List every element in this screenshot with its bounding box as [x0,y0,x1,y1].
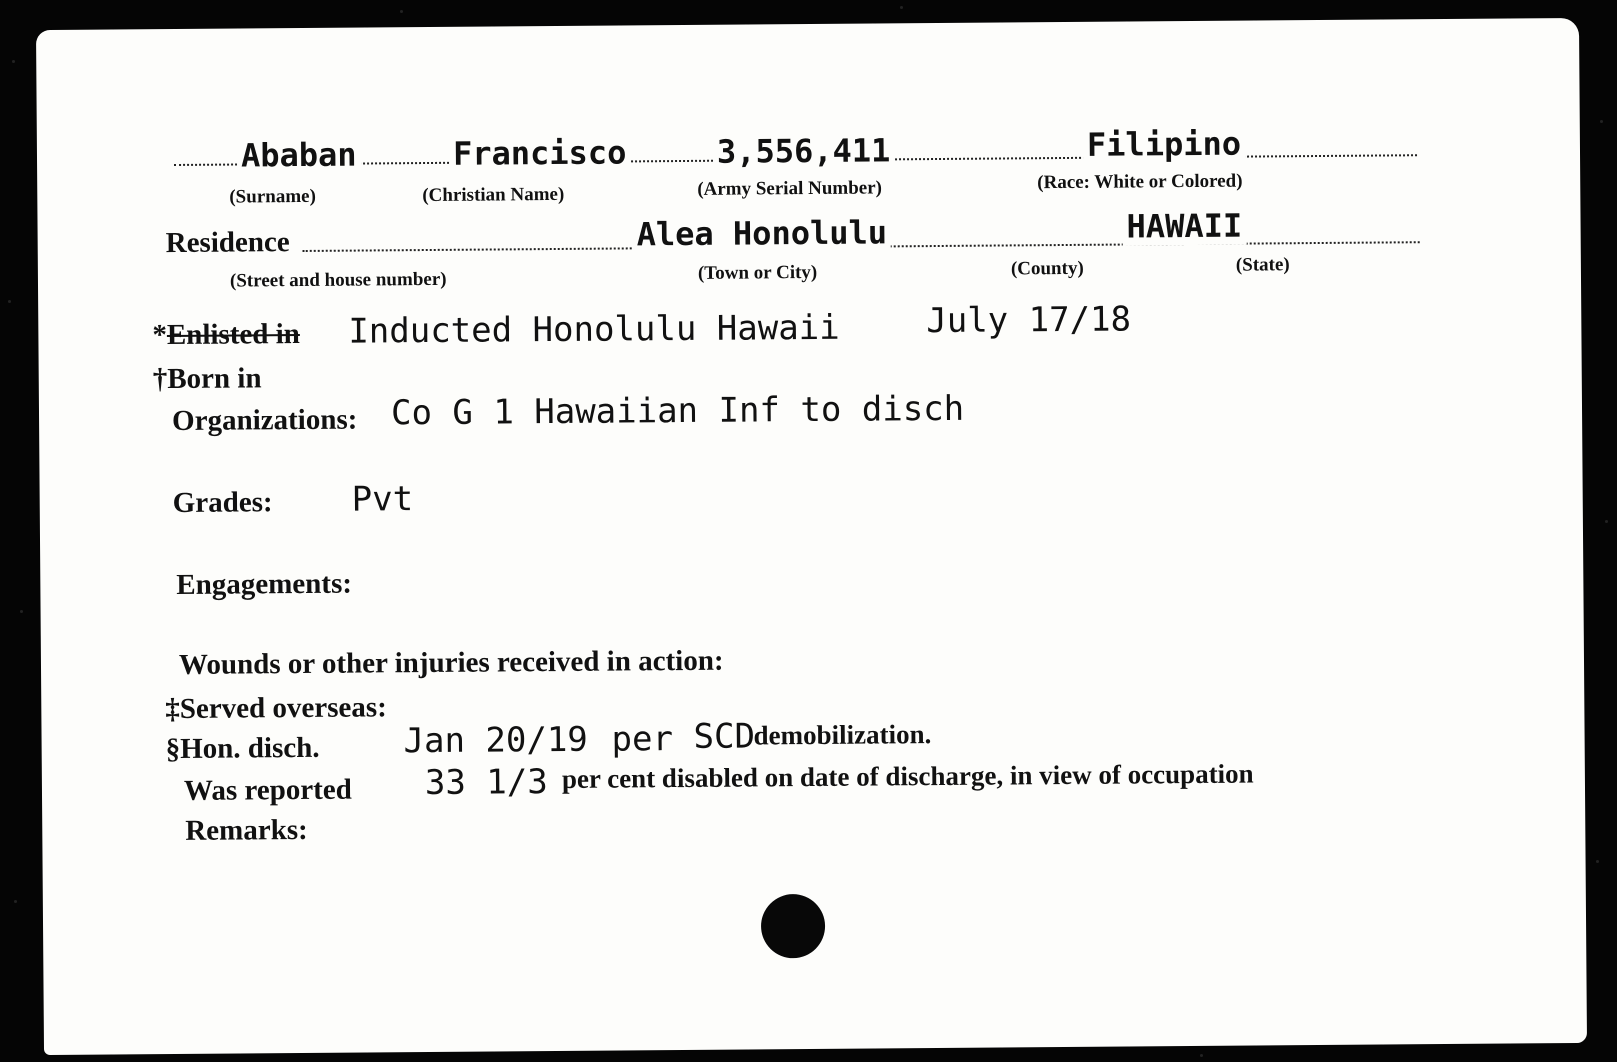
enlisted-row [152,318,300,352]
remarks-label: Remarks: [185,813,308,847]
surname-label: (Surname) [229,185,316,208]
discharge-per: per [611,719,674,760]
christian-name-label: (Christian Name) [422,183,565,207]
state-label: (State) [1235,254,1290,276]
state-value: HAWAII [1122,207,1246,246]
serial-number-value: 3,556,411 [713,131,895,170]
grades-value: Pvt [351,479,414,520]
organizations-value: Co G 1 Hawaiian Inf to disch [390,388,965,434]
engagements-label: Engagements: [176,567,353,601]
disability-label: Was reported [183,773,352,807]
serial-number-label: (Army Serial Number) [697,177,883,200]
wounds-label: Wounds or other injuries received in action: [178,644,724,681]
enlisted-value: Inducted Honolulu Hawaii [348,307,840,352]
discharge-label: §Hon. disch. [165,731,320,766]
born-label: †Born in [152,362,262,396]
race-label: (Race: White or Colored) [1037,170,1243,194]
enlisted-mark: * [152,319,168,352]
punch-hole [761,894,826,959]
town-value: Alea Honolulu [632,213,891,253]
disability-value: 33 1/3 [424,762,548,804]
town-label: (Town or City) [697,261,818,284]
surname-value: Ababan [237,136,361,175]
county-label: (County) [1010,257,1084,280]
record-card [36,18,1587,1055]
race-value: Filipino [1083,125,1245,164]
street-label: (Street and house number) [229,268,447,292]
grades-label: Grades: [172,486,273,520]
enlisted-date: July 17/18 [926,299,1132,342]
enlisted-label: Enlisted in [166,318,300,352]
discharge-overstrike: SCD [693,716,756,757]
residence-label: Residence [166,226,292,260]
organizations-label: Organizations: [171,403,358,438]
discharge-date: Jan 20/19 [403,719,588,762]
discharge-suffix: demobilization. [753,719,932,751]
disability-text: per cent disabled on date of discharge, in view of occupation [561,758,1254,794]
overseas-label: ‡Served overseas: [165,691,387,726]
christian-name-value: Francisco [449,133,631,172]
